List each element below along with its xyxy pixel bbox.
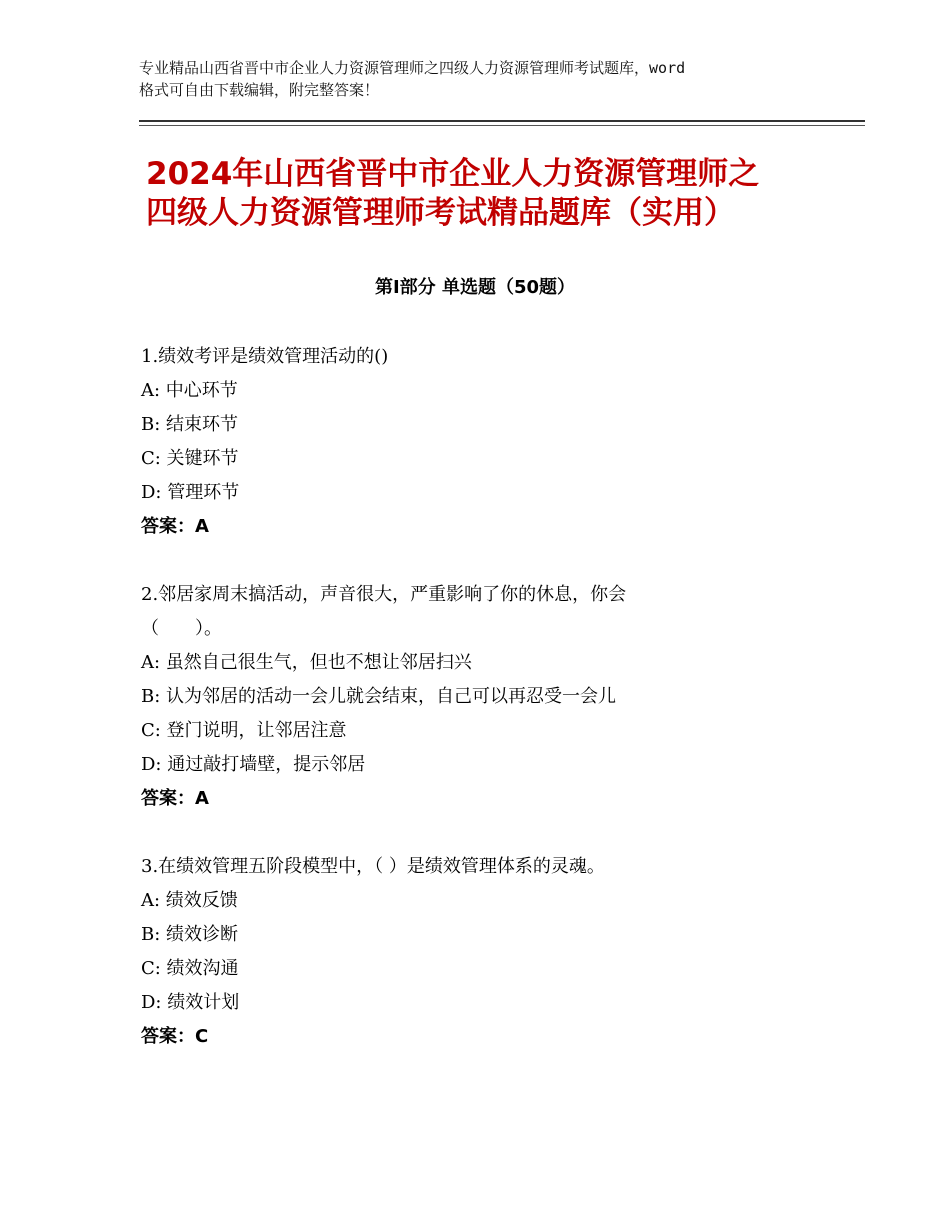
option-d: D: 管理环节 [141,482,240,503]
option-c: C: 关键环节 [141,448,239,469]
question-2 [141,581,841,819]
question-stem: 2.邻居家周末搞活动，声音很大，严重影响了你的休息，你会 [141,584,627,605]
option-a: A: 绩效反馈 [141,890,238,911]
header-note-line-2: 格式可自由下载编辑，附完整答案！ [139,81,380,99]
question-list [141,343,841,1091]
option-a: A: 中心环节 [141,380,238,401]
option-b: B: 结束环节 [141,414,239,435]
header-note-line-1: 专业精品山西省晋中市企业人力资源管理师之四级人力资源管理师考试题库，word [139,59,686,77]
section-title: 第Ⅰ部分 单选题（50题） [374,277,575,298]
question-1 [141,343,841,547]
answer-label: 答案：A [141,788,209,809]
question-stem: 3.在绩效管理五阶段模型中，（ ）是绩效管理体系的灵魂。 [141,856,605,877]
header-note [139,57,819,101]
question-stem-continued: （ ）。 [141,618,222,639]
answer-label: 答案：A [141,516,209,537]
document-title-line-2: 四级人力资源管理师考试精品题库（实用） [146,195,735,231]
document-title-line-1: 2024年山西省晋中市企业人力资源管理师之 [146,156,760,192]
header-divider-thin [139,125,865,126]
option-d: D: 绩效计划 [141,992,240,1013]
answer-label: 答案：C [141,1026,209,1047]
option-c: C: 绩效沟通 [141,958,239,979]
document-title [146,155,846,233]
option-b: B: 绩效诊断 [141,924,239,945]
header-divider-thick [139,120,865,122]
option-b: B: 认为邻居的活动一会儿就会结束，自己可以再忍受一会儿 [141,686,617,707]
option-c: C: 登门说明，让邻居注意 [141,720,347,741]
question-stem: 1.绩效考评是绩效管理活动的() [141,346,389,367]
question-3 [141,853,841,1057]
option-a: A: 虽然自己很生气，但也不想让邻居扫兴 [141,652,472,673]
option-d: D: 通过敲打墙壁，提示邻居 [141,754,366,775]
